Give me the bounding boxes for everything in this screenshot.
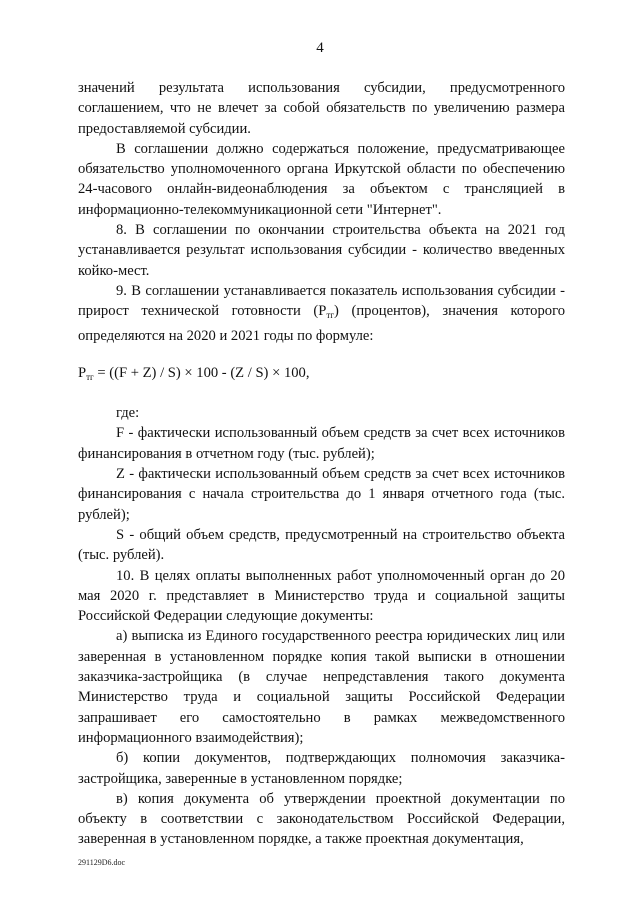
page-number: 4 <box>316 40 324 56</box>
paragraph-9 <box>78 281 565 346</box>
definition-z: Z - фактически использованный объем средств за счет всех источников финансирования с начала строительства до 1 января отчетного года (тыс. рублей); <box>78 466 565 523</box>
list-item-a: а) выписка из Единого государственного реестра юридических лиц или заверенная в установленном порядке копия такой выписки в отношении заказчика-застройщика (в случае непредставления такого документа Министерство труда и социальной защиты Российской Федерации запрашивает его самостоятельно в рамках межведомственного информационного взаимодействия); <box>78 628 565 746</box>
list-item-b: б) копии документов, подтверждающих полномочия заказчика-застройщика, заверенные в установленном порядке; <box>78 750 565 787</box>
definition-f: F - фактически использованный объем средств за счет всех источников финансирования в отчетном году (тыс. рублей); <box>78 425 565 462</box>
paragraph-10: 10. В целях оплаты выполненных работ уполномоченный орган до 20 мая 2020 г. представляет в Министерство труда и социальной защиты Российской Федерации следующие документы: <box>78 567 565 625</box>
formula-rhs: = ((F + Z) / S) × 100 - (Z / S) × 100, <box>93 364 310 381</box>
document-body <box>78 78 565 850</box>
formula-subscript: тг <box>86 371 94 382</box>
formula <box>78 363 565 387</box>
definition-s: S - общий объем средств, предусмотренный на строительство объекта (тыс. рублей). <box>78 526 565 564</box>
paragraph-continuation: значений результата использования субсидии, предусмотренного соглашением, что не влечет за собой обязательств по увеличению размера предоставляемой субсидии. <box>78 80 565 137</box>
file-footer: 291129D6.doc <box>78 858 126 867</box>
paragraph-video-surveillance: В соглашении должно содержаться положение, предусматривающее обязательство уполномоченного органа Иркутской области по обеспечению 24-часового онлайн-видеонаблюдения за объектом с трансляцией в информационно-телекоммуникационной сети "Интернет". <box>78 140 565 218</box>
where-label: где: <box>116 405 140 422</box>
paragraph-9-subscript: тг <box>326 310 335 321</box>
paragraph-9-text-after: ) (процентов), значения которого определяются на 2020 и 2021 годы по формуле: <box>78 303 565 344</box>
formula-lhs: Р <box>78 364 87 381</box>
paragraph-8: 8. В соглашении по окончании строительства объекта на 2021 год устанавливается результат использования субсидии - количество введенных койко-мест. <box>78 222 565 279</box>
paragraph-9-text-before: 9. В соглашении устанавливается показатель использования субсидии - прирост технической готовности (Р <box>78 282 565 320</box>
list-item-v: в) копия документа об утверждении проектной документации по объекту в соответствии с законодательством Российской Федерации, заверенная в установленном порядке, а также проектная документация, <box>78 790 565 848</box>
